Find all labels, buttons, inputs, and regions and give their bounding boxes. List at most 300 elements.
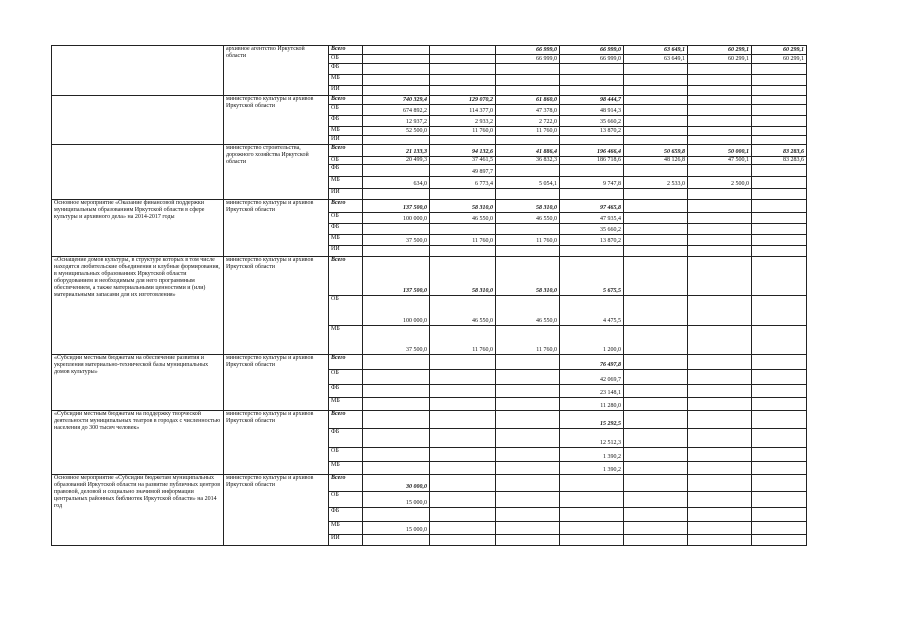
amount-cell: 114 377,0 — [430, 105, 496, 116]
funding-source: ИИ — [329, 535, 363, 546]
amount-cell — [363, 448, 430, 462]
amount-cell — [624, 127, 688, 136]
amount-cell: 1 390,2 — [560, 462, 624, 475]
table-row — [52, 145, 807, 157]
amount-cell — [624, 475, 688, 492]
amount-cell — [752, 398, 807, 411]
amount-cell — [624, 189, 688, 200]
amount-cell — [363, 46, 430, 55]
amount-cell — [624, 116, 688, 127]
table-row — [52, 355, 807, 370]
amount-cell: 12 937,2 — [363, 116, 430, 127]
funding-source: МБ — [329, 398, 363, 411]
amount-cell: 11 760,0 — [430, 235, 496, 246]
amount-cell — [430, 224, 496, 235]
amount-cell — [430, 429, 496, 448]
funding-source: Всего — [329, 355, 363, 370]
amount-cell — [560, 475, 624, 492]
funding-source: ИИ — [329, 246, 363, 257]
amount-cell — [624, 235, 688, 246]
amount-cell: 674 892,2 — [363, 105, 430, 116]
amount-cell — [688, 462, 752, 475]
amount-cell — [496, 429, 560, 448]
amount-cell — [624, 165, 688, 177]
amount-cell — [752, 411, 807, 429]
amount-cell — [496, 535, 560, 546]
amount-cell: 58 310,0 — [496, 257, 560, 296]
executor-name: министерство культуры и архивов Иркутской области — [224, 411, 329, 475]
amount-cell — [496, 355, 560, 370]
funding-source: МБ — [329, 522, 363, 535]
amount-cell — [688, 224, 752, 235]
amount-cell — [688, 370, 752, 385]
amount-cell — [752, 116, 807, 127]
amount-cell — [430, 398, 496, 411]
amount-cell — [430, 189, 496, 200]
amount-cell — [688, 508, 752, 522]
amount-cell — [363, 136, 430, 145]
amount-cell — [752, 246, 807, 257]
amount-cell — [363, 370, 430, 385]
amount-cell — [752, 177, 807, 189]
amount-cell — [752, 429, 807, 448]
amount-cell — [688, 429, 752, 448]
amount-cell — [624, 136, 688, 145]
amount-cell: 47 378,0 — [496, 105, 560, 116]
amount-cell: 83 283,6 — [752, 157, 807, 165]
amount-cell: 52 500,0 — [363, 127, 430, 136]
amount-cell: 100 000,0 — [363, 213, 430, 224]
amount-cell: 15 292,5 — [560, 411, 624, 429]
amount-cell: 60 299,1 — [752, 55, 807, 64]
amount-cell — [430, 75, 496, 86]
amount-cell — [560, 189, 624, 200]
amount-cell — [363, 355, 430, 370]
amount-cell — [624, 522, 688, 535]
funding-source: ОБ — [329, 370, 363, 385]
amount-cell: 1 200,0 — [560, 326, 624, 355]
amount-cell: 30 000,0 — [363, 475, 430, 492]
activity-description: «Субсидии местным бюджетам на поддержку творческой деятельности муниципальных театров в городах с численностью населения до 300 тысяч человек» — [52, 411, 224, 475]
table-row — [52, 96, 807, 105]
amount-cell — [496, 492, 560, 508]
amount-cell: 2 933,2 — [430, 116, 496, 127]
executor-name: министерство культуры и архивов Иркутской области — [224, 96, 329, 145]
amount-cell — [624, 105, 688, 116]
amount-cell: 15 000,0 — [363, 522, 430, 535]
funding-source: МБ — [329, 326, 363, 355]
amount-cell — [560, 522, 624, 535]
amount-cell — [752, 522, 807, 535]
amount-cell: 41 886,4 — [496, 145, 560, 157]
funding-source: Всего — [329, 411, 363, 429]
amount-cell — [560, 535, 624, 546]
amount-cell: 2 722,0 — [496, 116, 560, 127]
amount-cell — [496, 508, 560, 522]
amount-cell: 46 550,0 — [496, 296, 560, 326]
funding-source: ФБ — [329, 385, 363, 398]
amount-cell: 60 299,1 — [688, 46, 752, 55]
amount-cell — [363, 75, 430, 86]
amount-cell — [688, 64, 752, 75]
amount-cell: 66 999,0 — [560, 46, 624, 55]
amount-cell — [688, 492, 752, 508]
funding-source: Всего — [329, 46, 363, 55]
amount-cell: 634,0 — [363, 177, 430, 189]
amount-cell — [624, 411, 688, 429]
amount-cell — [624, 86, 688, 96]
amount-cell — [752, 355, 807, 370]
amount-cell: 46 550,0 — [430, 296, 496, 326]
amount-cell: 58 310,0 — [430, 257, 496, 296]
executor-name: министерство строительства, дорожного хозяйства Иркутской области — [224, 145, 329, 200]
amount-cell — [430, 448, 496, 462]
amount-cell — [430, 462, 496, 475]
amount-cell — [688, 86, 752, 96]
amount-cell — [688, 136, 752, 145]
amount-cell — [624, 224, 688, 235]
amount-cell: 11 760,0 — [496, 127, 560, 136]
amount-cell: 12 512,3 — [560, 429, 624, 448]
amount-cell — [430, 535, 496, 546]
amount-cell — [430, 355, 496, 370]
funding-source: ИИ — [329, 86, 363, 96]
amount-cell — [363, 398, 430, 411]
amount-cell — [496, 86, 560, 96]
amount-cell — [496, 165, 560, 177]
amount-cell — [624, 370, 688, 385]
funding-source: МБ — [329, 75, 363, 86]
funding-source: ФБ — [329, 165, 363, 177]
amount-cell — [688, 213, 752, 224]
amount-cell — [752, 235, 807, 246]
amount-cell — [688, 257, 752, 296]
amount-cell: 76 497,8 — [560, 355, 624, 370]
funding-source: ФБ — [329, 116, 363, 127]
amount-cell: 83 283,6 — [752, 145, 807, 157]
amount-cell: 11 280,0 — [560, 398, 624, 411]
amount-cell — [752, 448, 807, 462]
amount-cell — [624, 296, 688, 326]
amount-cell — [624, 448, 688, 462]
amount-cell — [430, 475, 496, 492]
amount-cell — [752, 492, 807, 508]
amount-cell — [624, 462, 688, 475]
amount-cell — [688, 448, 752, 462]
amount-cell — [496, 75, 560, 86]
amount-cell — [363, 246, 430, 257]
amount-cell: 186 718,6 — [560, 157, 624, 165]
amount-cell — [560, 246, 624, 257]
activity-description — [52, 96, 224, 145]
amount-cell: 23 148,1 — [560, 385, 624, 398]
funding-source: Всего — [329, 145, 363, 157]
funding-source: ФБ — [329, 508, 363, 522]
funding-source: ФБ — [329, 429, 363, 448]
executor-name: министерство культуры и архивов Иркутской области — [224, 475, 329, 546]
amount-cell — [752, 213, 807, 224]
amount-cell: 11 760,0 — [496, 326, 560, 355]
amount-cell: 2 533,0 — [624, 177, 688, 189]
executor-name: архивное агентство Иркутской области — [224, 46, 329, 96]
amount-cell — [752, 370, 807, 385]
amount-cell: 58 310,0 — [496, 200, 560, 213]
amount-cell — [688, 246, 752, 257]
amount-cell — [430, 55, 496, 64]
amount-cell — [752, 257, 807, 296]
amount-cell: 6 773,4 — [430, 177, 496, 189]
amount-cell — [752, 475, 807, 492]
amount-cell — [624, 246, 688, 257]
amount-cell: 4 475,5 — [560, 296, 624, 326]
funding-source: ОБ — [329, 492, 363, 508]
amount-cell: 46 550,0 — [430, 213, 496, 224]
amount-cell — [363, 411, 430, 429]
amount-cell — [430, 411, 496, 429]
executor-name: министерство культуры и архивов Иркутской области — [224, 200, 329, 257]
amount-cell — [430, 64, 496, 75]
budget-table-body — [52, 46, 807, 546]
amount-cell — [496, 64, 560, 75]
amount-cell: 58 310,0 — [430, 200, 496, 213]
amount-cell — [496, 398, 560, 411]
amount-cell — [752, 326, 807, 355]
funding-source: ИИ — [329, 136, 363, 145]
amount-cell — [752, 385, 807, 398]
amount-cell — [560, 86, 624, 96]
amount-cell — [752, 535, 807, 546]
amount-cell: 50 659,8 — [624, 145, 688, 157]
amount-cell — [624, 96, 688, 105]
funding-source: Всего — [329, 96, 363, 105]
amount-cell — [624, 200, 688, 213]
amount-cell — [688, 75, 752, 86]
table-row — [52, 46, 807, 55]
amount-cell — [752, 64, 807, 75]
amount-cell — [688, 398, 752, 411]
amount-cell: 36 832,3 — [496, 157, 560, 165]
amount-cell — [688, 235, 752, 246]
amount-cell — [624, 257, 688, 296]
amount-cell — [688, 411, 752, 429]
amount-cell: 740 329,4 — [363, 96, 430, 105]
funding-source: МБ — [329, 127, 363, 136]
amount-cell — [688, 326, 752, 355]
budget-table — [51, 45, 807, 546]
funding-source: ОБ — [329, 157, 363, 165]
amount-cell — [496, 224, 560, 235]
amount-cell — [560, 64, 624, 75]
amount-cell — [496, 475, 560, 492]
activity-description: «Субсидии местным бюджетам на обеспечение развития и укрепления материально-технической базы муниципальных домов культуры» — [52, 355, 224, 411]
funding-source: ФБ — [329, 64, 363, 75]
amount-cell — [363, 189, 430, 200]
amount-cell — [752, 96, 807, 105]
funding-source: Всего — [329, 200, 363, 213]
amount-cell: 13 870,2 — [560, 235, 624, 246]
amount-cell: 37 500,0 — [363, 326, 430, 355]
amount-cell — [624, 398, 688, 411]
amount-cell — [624, 385, 688, 398]
amount-cell — [363, 165, 430, 177]
amount-cell — [624, 535, 688, 546]
funding-source: ОБ — [329, 55, 363, 64]
funding-source: ОБ — [329, 105, 363, 116]
activity-description: Основное мероприятие «Субсидии бюджетам муниципальных образований Иркутской области на развитие публичных центров правовой, деловой и социально значимой информации центральных районных библиотек Иркутской области» на 2014 год — [52, 475, 224, 546]
amount-cell — [496, 448, 560, 462]
amount-cell: 20 499,3 — [363, 157, 430, 165]
amount-cell — [688, 96, 752, 105]
amount-cell — [752, 75, 807, 86]
funding-source: ФБ — [329, 224, 363, 235]
amount-cell: 37 461,5 — [430, 157, 496, 165]
amount-cell — [496, 462, 560, 475]
amount-cell: 48 126,8 — [624, 157, 688, 165]
amount-cell — [752, 296, 807, 326]
amount-cell — [560, 508, 624, 522]
amount-cell — [560, 136, 624, 145]
amount-cell — [688, 535, 752, 546]
amount-cell: 196 466,4 — [560, 145, 624, 157]
amount-cell: 35 660,2 — [560, 224, 624, 235]
amount-cell: 5 054,1 — [496, 177, 560, 189]
amount-cell — [496, 370, 560, 385]
amount-cell — [688, 105, 752, 116]
amount-cell — [688, 189, 752, 200]
activity-description — [52, 145, 224, 200]
amount-cell: 97 465,8 — [560, 200, 624, 213]
amount-cell: 60 299,1 — [752, 46, 807, 55]
table-row — [52, 475, 807, 492]
amount-cell: 9 747,8 — [560, 177, 624, 189]
amount-cell — [363, 55, 430, 64]
amount-cell: 5 675,5 — [560, 257, 624, 296]
amount-cell: 1 390,2 — [560, 448, 624, 462]
amount-cell: 42 069,7 — [560, 370, 624, 385]
amount-cell — [496, 189, 560, 200]
amount-cell: 129 070,2 — [430, 96, 496, 105]
amount-cell: 66 999,0 — [496, 55, 560, 64]
amount-cell — [363, 224, 430, 235]
amount-cell — [752, 200, 807, 213]
amount-cell: 100 000,0 — [363, 296, 430, 326]
amount-cell — [688, 116, 752, 127]
amount-cell — [363, 462, 430, 475]
amount-cell — [363, 86, 430, 96]
amount-cell: 11 760,0 — [430, 326, 496, 355]
funding-source: МБ — [329, 235, 363, 246]
amount-cell: 48 914,3 — [560, 105, 624, 116]
amount-cell — [752, 165, 807, 177]
amount-cell — [363, 385, 430, 398]
amount-cell: 60 299,1 — [688, 55, 752, 64]
amount-cell — [363, 64, 430, 75]
amount-cell: 63 649,1 — [624, 46, 688, 55]
amount-cell — [496, 136, 560, 145]
amount-cell: 47 935,4 — [560, 213, 624, 224]
funding-source: Всего — [329, 257, 363, 296]
amount-cell — [624, 75, 688, 86]
amount-cell: 94 132,6 — [430, 145, 496, 157]
amount-cell — [624, 508, 688, 522]
amount-cell — [624, 429, 688, 448]
amount-cell — [560, 165, 624, 177]
amount-cell — [624, 213, 688, 224]
amount-cell: 137 500,0 — [363, 257, 430, 296]
amount-cell — [363, 535, 430, 546]
amount-cell — [752, 224, 807, 235]
amount-cell — [430, 492, 496, 508]
table-row — [52, 411, 807, 429]
amount-cell — [752, 189, 807, 200]
amount-cell — [496, 411, 560, 429]
amount-cell — [688, 385, 752, 398]
amount-cell — [624, 492, 688, 508]
amount-cell — [688, 475, 752, 492]
funding-source: МБ — [329, 177, 363, 189]
amount-cell: 137 500,0 — [363, 200, 430, 213]
amount-cell — [688, 522, 752, 535]
funding-source: ОБ — [329, 448, 363, 462]
amount-cell — [430, 385, 496, 398]
funding-source: ОБ — [329, 296, 363, 326]
amount-cell — [496, 385, 560, 398]
amount-cell: 47 500,1 — [688, 157, 752, 165]
amount-cell — [430, 86, 496, 96]
amount-cell: 63 649,1 — [624, 55, 688, 64]
amount-cell: 61 860,0 — [496, 96, 560, 105]
amount-cell — [688, 200, 752, 213]
activity-description — [52, 46, 224, 96]
amount-cell — [624, 326, 688, 355]
funding-source: ОБ — [329, 213, 363, 224]
amount-cell — [363, 508, 430, 522]
amount-cell — [430, 136, 496, 145]
amount-cell: 46 550,0 — [496, 213, 560, 224]
amount-cell — [752, 86, 807, 96]
amount-cell — [688, 165, 752, 177]
amount-cell: 50 000,1 — [688, 145, 752, 157]
amount-cell: 11 760,0 — [496, 235, 560, 246]
amount-cell: 37 500,0 — [363, 235, 430, 246]
activity-description: «Оснащение домов культуры, в структуре которых в том числе находятся любительские объединения и клубные формирования, в муниципальных образованиях Иркутской области оборудованием и необходимым для него программным обеспечением, а также материальными ценностями и (или) материальными запасами для их изготовления» — [52, 257, 224, 355]
amount-cell: 35 660,2 — [560, 116, 624, 127]
amount-cell — [624, 64, 688, 75]
amount-cell: 98 444,7 — [560, 96, 624, 105]
amount-cell — [688, 127, 752, 136]
table-row — [52, 200, 807, 213]
amount-cell: 11 760,0 — [430, 127, 496, 136]
amount-cell — [496, 246, 560, 257]
amount-cell — [688, 355, 752, 370]
amount-cell — [688, 296, 752, 326]
amount-cell — [752, 136, 807, 145]
amount-cell: 49 897,7 — [430, 165, 496, 177]
amount-cell — [560, 492, 624, 508]
amount-cell — [752, 105, 807, 116]
amount-cell: 66 999,0 — [496, 46, 560, 55]
amount-cell — [430, 370, 496, 385]
amount-cell: 13 870,2 — [560, 127, 624, 136]
amount-cell — [560, 75, 624, 86]
amount-cell — [430, 522, 496, 535]
executor-name: министерство культуры и архивов Иркутской области — [224, 355, 329, 411]
amount-cell: 2 500,0 — [688, 177, 752, 189]
amount-cell — [430, 508, 496, 522]
amount-cell: 66 999,0 — [560, 55, 624, 64]
amount-cell — [363, 429, 430, 448]
amount-cell — [430, 246, 496, 257]
